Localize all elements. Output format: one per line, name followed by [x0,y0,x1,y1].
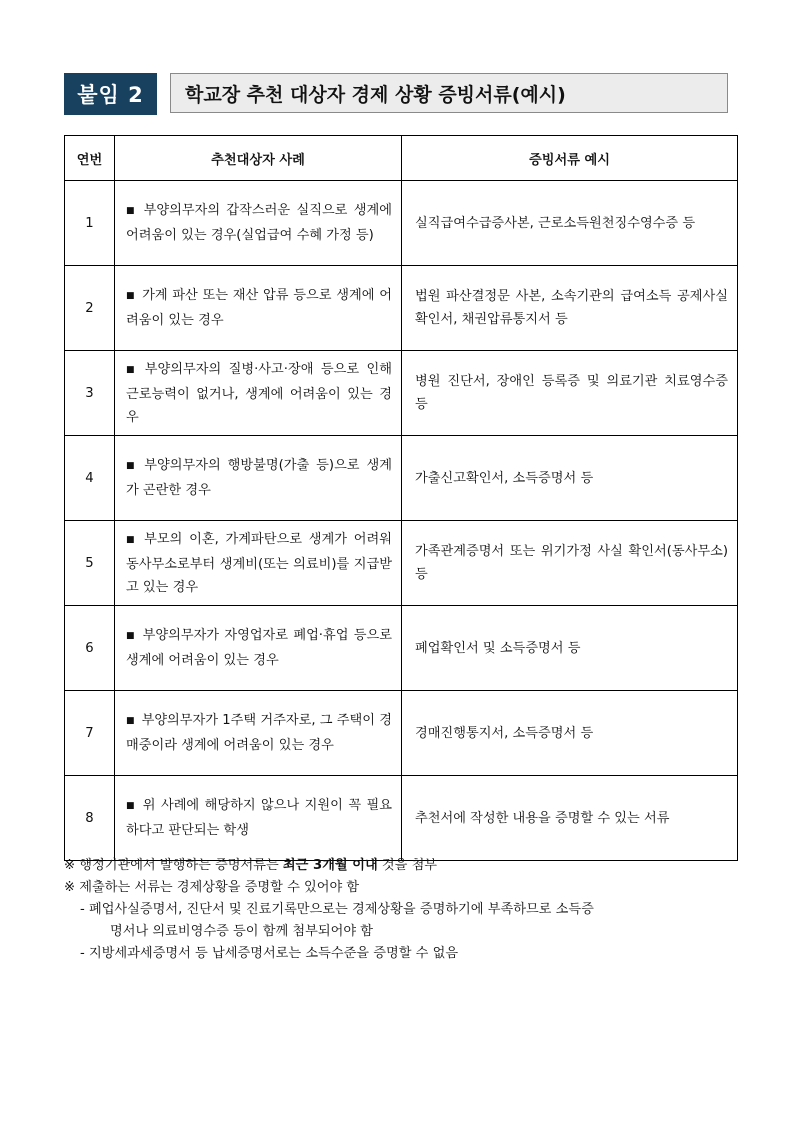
table-row [65,351,738,436]
case-text: 부양의무자가 자영업자로 폐업·휴업 등으로 생계에 어려움이 있는 경우 [126,628,392,668]
square-bullet-icon: ■ [126,364,138,375]
case-text: 가계 파산 또는 재산 압류 등으로 생계에 어려움이 있는 경우 [126,288,392,328]
column-header-case: 추천대상자 사례 [115,136,402,181]
table-row [65,606,738,691]
row-number: 6 [65,606,115,691]
attachment-badge: 붙임 2 [64,73,157,115]
note-recent-documents [64,855,734,877]
table-row [65,181,738,266]
doc-text: 폐업확인서 및 소득증명서 등 [415,640,581,656]
note-proof-requirement: ※ 제출하는 서류는 경제상황을 증명할 수 있어야 함 [64,880,360,895]
case-cell [115,436,402,521]
case-text: 위 사례에 해당하지 않으나 지원이 꼭 필요하다고 판단되는 학생 [126,798,392,838]
square-bullet-icon: ■ [126,206,137,216]
document-title: 학교장 추천 대상자 경제 상황 증빙서류(예시) [170,73,728,113]
doc-cell [402,266,738,351]
doc-text: 경매진행통지서, 소득증명서 등 [415,725,594,741]
row-number: 5 [65,521,115,606]
note-text: ※ 행정기관에서 발행하는 증명서류는 [64,858,283,873]
row-number: 2 [65,266,115,351]
doc-text: 법원 파산결정문 사본, 소속기관의 급여소득 공제사실 확인서, 채권압류통지서 등 [415,289,728,327]
note-text: 것을 첨부 [377,858,438,873]
document-header [64,73,730,115]
doc-text: 실직급여수급증사본, 근로소득원천징수영수증 등 [415,215,696,231]
doc-cell [402,691,738,776]
case-text: 부양의무자의 행방불명(가출 등)으로 생계가 곤란한 경우 [126,458,392,498]
case-text: 부양의무자의 갑작스러운 실직으로 생계에 어려움이 있는 경우(실업급여 수혜 가정 등) [126,203,392,243]
doc-text: 가족관계증명서 또는 위기가정 사실 확인서(동사무소) 등 [415,544,728,582]
doc-cell [402,436,738,521]
row-number: 8 [65,776,115,861]
note-emphasis: 최근 3개월 이내 [282,858,378,873]
row-number: 3 [65,351,115,436]
case-text: 부모의 이혼, 가계파탄으로 생계가 어려워 동사무소로부터 생계비(또는 의료비)를 지급받고 있는 경우 [126,531,392,595]
case-cell [115,691,402,776]
doc-text: 가출신고확인서, 소득증명서 등 [415,470,594,486]
square-bullet-icon: ■ [126,461,138,471]
case-cell [115,181,402,266]
case-cell [115,521,402,606]
sub-note-insufficient-docs-continued: 명서나 의료비영수증 등이 함께 첨부되어야 함 [110,924,374,939]
table-row [65,436,738,521]
table-row [65,776,738,861]
column-header-doc: 증빙서류 예시 [402,136,738,181]
row-number: 1 [65,181,115,266]
square-bullet-icon: ■ [126,534,138,545]
case-cell [115,606,402,691]
evidence-table [64,135,738,861]
doc-text: 추천서에 작성한 내용을 증명할 수 있는 서류 [415,810,670,826]
case-cell [115,776,402,861]
square-bullet-icon: ■ [126,716,135,726]
sub-note-insufficient-docs: - 폐업사실증명서, 진단서 및 진료기록만으로는 경제상황을 증명하기에 부족하므로 소득증 [80,902,594,917]
case-cell [115,266,402,351]
square-bullet-icon: ■ [126,291,136,301]
table-row [65,691,738,776]
table-row [65,266,738,351]
doc-cell [402,181,738,266]
table-header-row [65,136,738,181]
square-bullet-icon: ■ [126,801,136,811]
row-number: 4 [65,436,115,521]
doc-cell [402,351,738,436]
doc-cell [402,776,738,861]
square-bullet-icon: ■ [126,631,136,641]
case-text: 부양의무자가 1주택 거주자로, 그 주택이 경매중이라 생계에 어려움이 있는 경우 [126,713,392,753]
case-cell [115,351,402,436]
case-text: 부양의무자의 질병·사고·장애 등으로 인해 근로능력이 없거나, 생계에 어려움이 있는 경우 [126,361,392,425]
notes-section [64,855,734,965]
row-number: 7 [65,691,115,776]
doc-cell [402,606,738,691]
sub-note-tax-certificate: - 지방세과세증명서 등 납세증명서로는 소득수준을 증명할 수 없음 [80,946,459,961]
column-header-no: 연번 [65,136,115,181]
table-row [65,521,738,606]
doc-text: 병원 진단서, 장애인 등록증 및 의료기관 치료영수증 등 [415,374,728,412]
doc-cell [402,521,738,606]
